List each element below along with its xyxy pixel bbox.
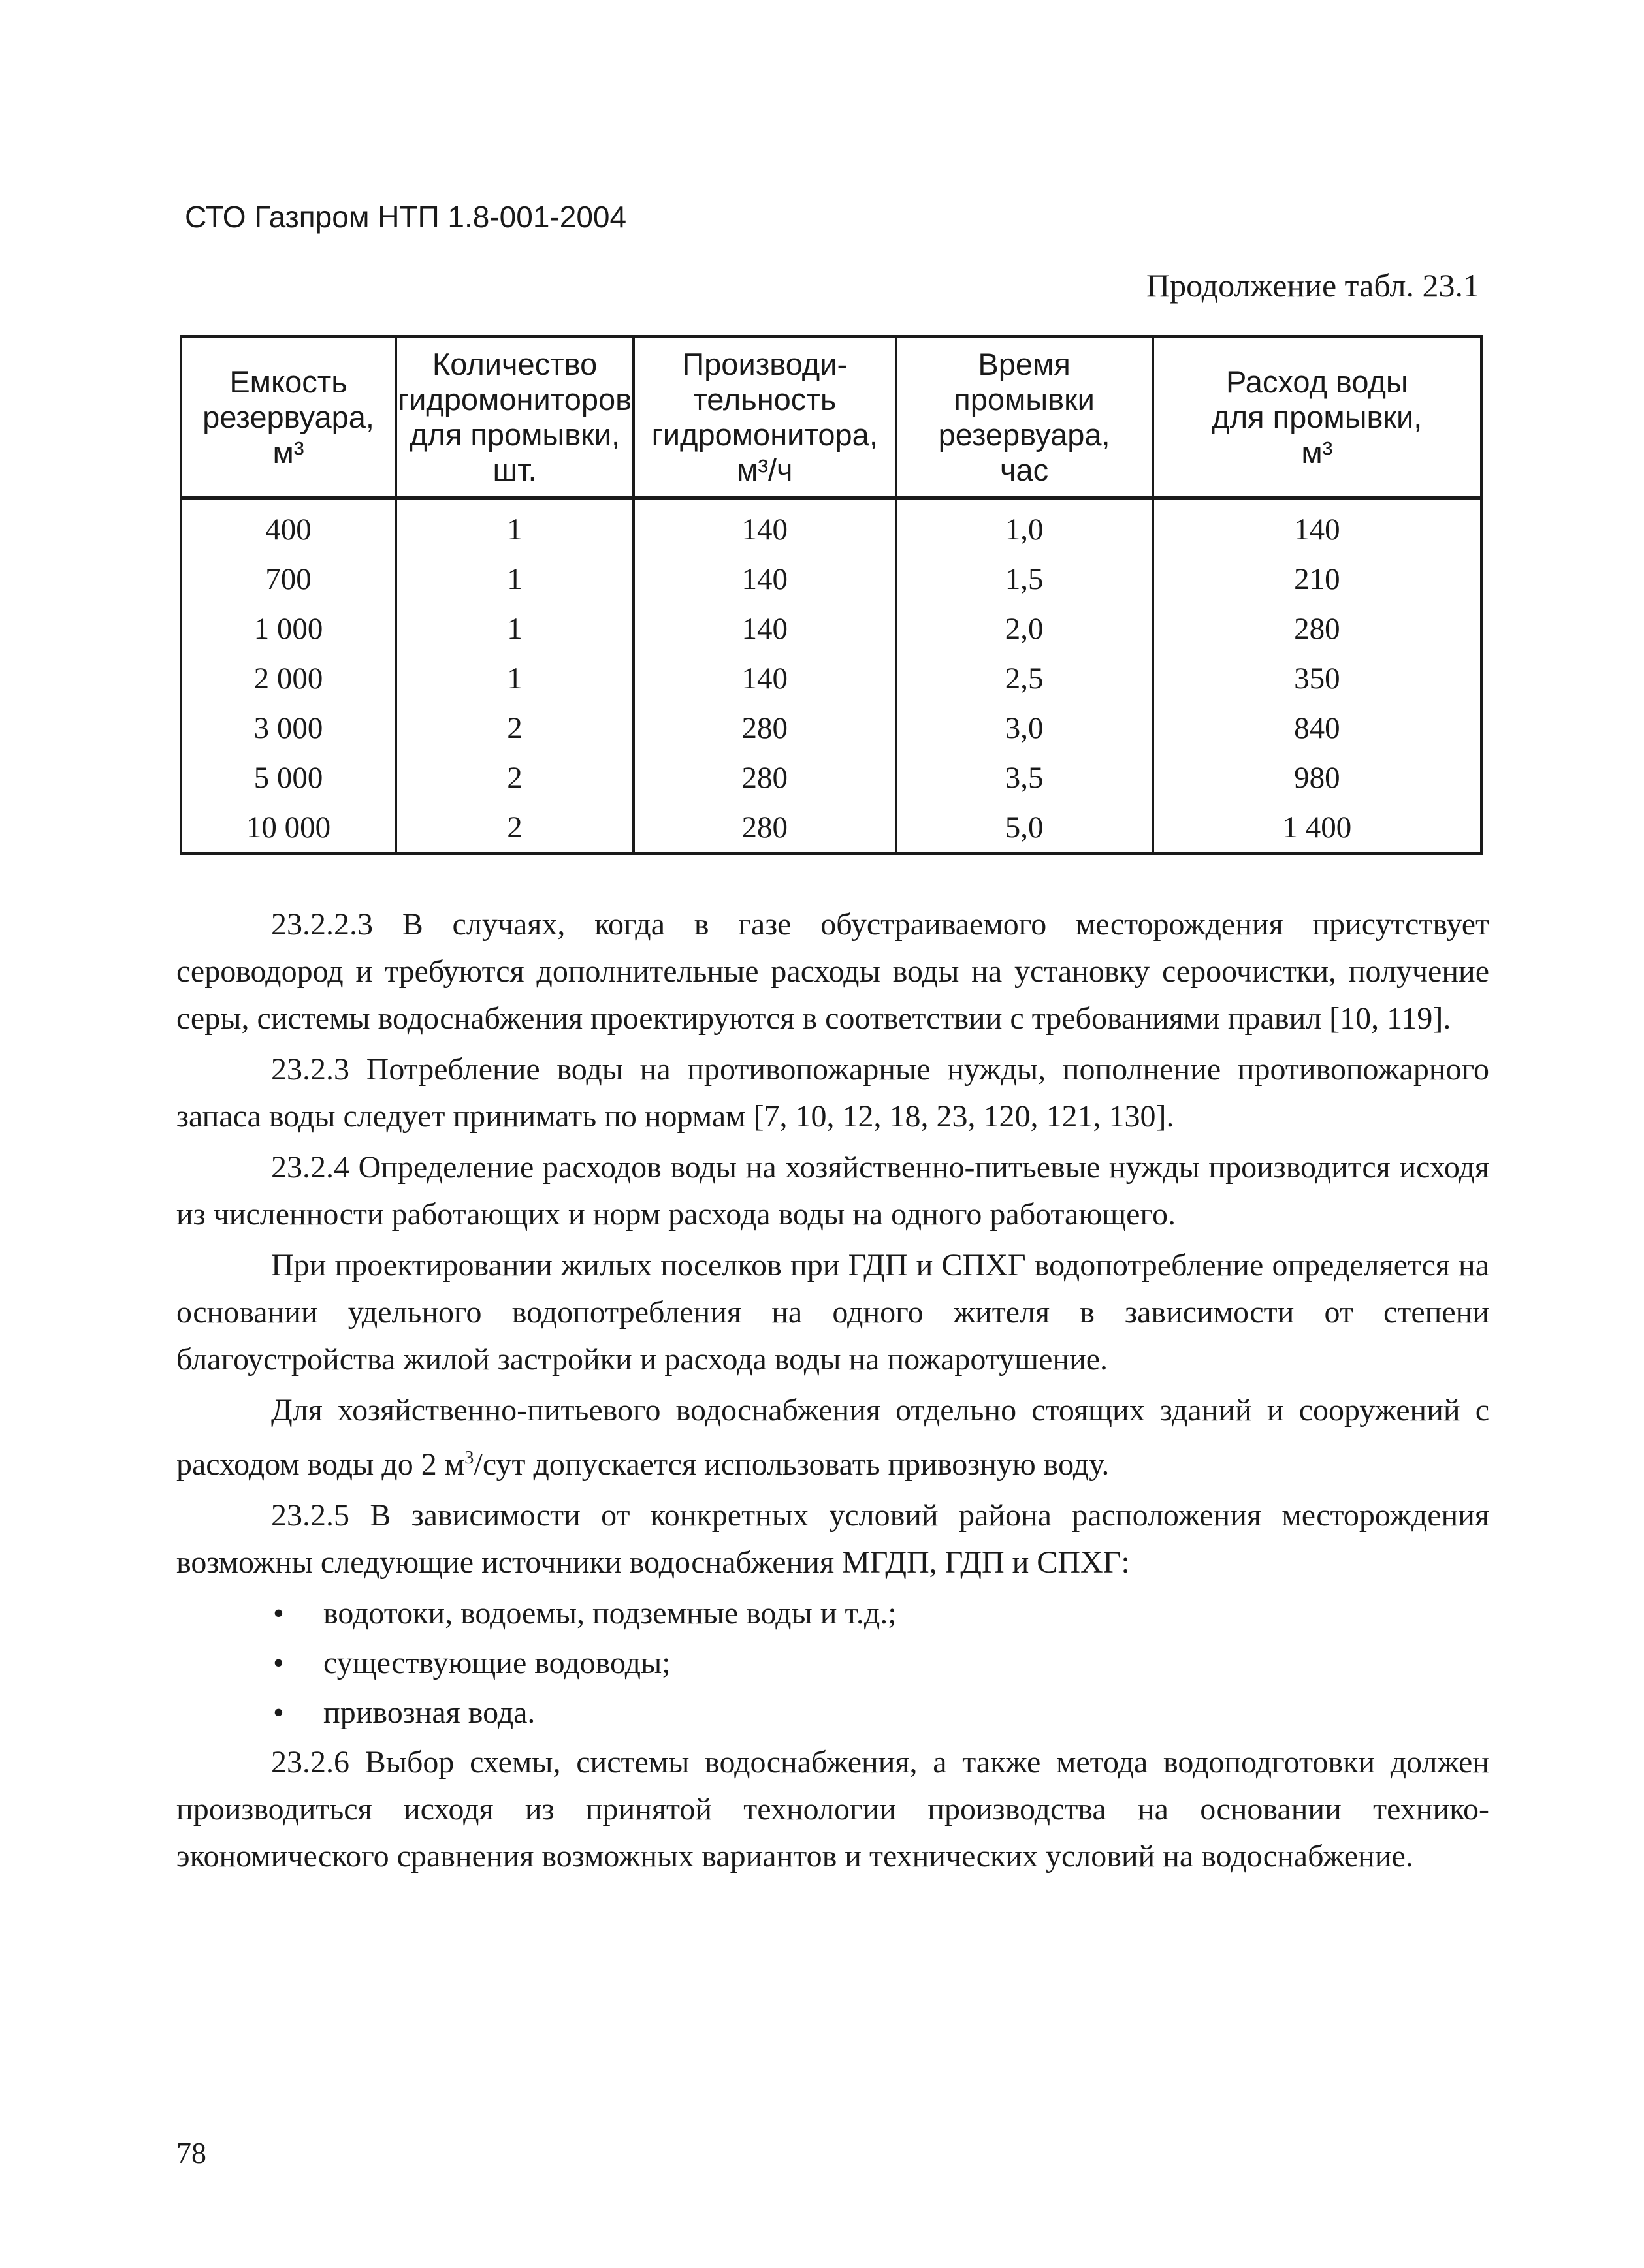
table-cell: 140 bbox=[634, 604, 896, 654]
bullet-icon: • bbox=[273, 1646, 284, 1680]
table-cell: 140 bbox=[634, 554, 896, 604]
water-sources-list bbox=[176, 1590, 1489, 1736]
table-cell: 210 bbox=[1153, 554, 1481, 604]
table-cell: 280 bbox=[634, 753, 896, 803]
water-consumption-table bbox=[180, 335, 1483, 855]
paragraph-23-2-4: 23.2.4 Определение расходов воды на хозяйственно-питьевые нужды производится исходя из численности работающих и норм расхода воды на одного работающего. bbox=[176, 1150, 1489, 1232]
table-header-row bbox=[181, 337, 1481, 498]
table-cell: 1,5 bbox=[896, 554, 1153, 604]
table-cell: 1 400 bbox=[1153, 803, 1481, 854]
cubic-superscript: 3 bbox=[464, 1447, 474, 1468]
paragraph-23-2-3: 23.2.3 Потребление воды на противопожарные нужды, пополнение противопожарного запаса воды следует принимать по нормам [7, 10, 12, 18, 23, 120, 121, 130]. bbox=[176, 1052, 1489, 1134]
table-row bbox=[181, 554, 1481, 604]
table-cell: 5 000 bbox=[181, 753, 396, 803]
table-cell: 350 bbox=[1153, 654, 1481, 703]
table-cell: 2,0 bbox=[896, 604, 1153, 654]
table-row bbox=[181, 498, 1481, 555]
paragraph-23-2-6: 23.2.6 Выбор схемы, системы водоснабжения, а также метода водоподготовки должен производиться исходя из принятой технологии производства на основании технико-экономического сравнения возможных вариантов и технических условий на водоснабжение. bbox=[176, 1745, 1489, 1874]
paragraph-settlements: При проектировании жилых поселков при ГДП и СПХГ водопотребление определяется на основании удельного водопотребления на одного жителя в зависимости от степени благоустройства жилой застройки и расхода воды на пожаротушение. bbox=[176, 1248, 1489, 1377]
paragraph-drinking-water-part-2: /сут допускается использовать привозную воду. bbox=[474, 1447, 1110, 1482]
table-cell: 2 bbox=[396, 753, 634, 803]
column-header-wash-time: Время промывки резервуара, час bbox=[896, 337, 1153, 498]
table-cell: 140 bbox=[634, 498, 896, 555]
list-item-text: привозная вода. bbox=[323, 1695, 536, 1730]
table-cell: 3,0 bbox=[896, 703, 1153, 753]
table-cell: 280 bbox=[1153, 604, 1481, 654]
list-item bbox=[176, 1689, 1489, 1736]
table-cell: 1 000 bbox=[181, 604, 396, 654]
table-cell: 140 bbox=[634, 654, 896, 703]
table-cell: 1 bbox=[396, 654, 634, 703]
table-cell: 2 000 bbox=[181, 654, 396, 703]
paragraph-23-2-5: 23.2.5 В зависимости от конкретных условий района расположения месторождения возможны следующие источники водоснабжения МГДП, ГДП и СПХГ: bbox=[176, 1498, 1489, 1580]
table-cell: 280 bbox=[634, 803, 896, 854]
table-cell: 400 bbox=[181, 498, 396, 555]
table-row bbox=[181, 753, 1481, 803]
page-number: 78 bbox=[176, 2136, 206, 2169]
column-header-productivity: Производи- тельность гидромонитора, м³/ч bbox=[634, 337, 896, 498]
table-cell: 1,0 bbox=[896, 498, 1153, 555]
table-cell: 2,5 bbox=[896, 654, 1153, 703]
table-cell: 1 bbox=[396, 498, 634, 555]
list-item-text: существующие водоводы; bbox=[323, 1646, 671, 1680]
table-cell: 980 bbox=[1153, 753, 1481, 803]
table-cell: 280 bbox=[634, 703, 896, 753]
table-cell: 840 bbox=[1153, 703, 1481, 753]
column-header-monitor-count: Количество гидромониторов для промывки, шт. bbox=[396, 337, 634, 498]
column-header-capacity: Емкость резервуара, м³ bbox=[181, 337, 396, 498]
table-cell: 2 bbox=[396, 803, 634, 854]
paragraph-23-2-2-3: 23.2.2.3 В случаях, когда в газе обустраиваемого месторождения присутствует сероводород и требуются дополнительные расходы воды на установку сероочистки, получение серы, системы водоснабжения проектируются в соответствии с требованиями правил [10, 119]. bbox=[176, 907, 1489, 1036]
body-text bbox=[176, 901, 1489, 1884]
table-cell: 1 bbox=[396, 554, 634, 604]
table-row bbox=[181, 703, 1481, 753]
list-item bbox=[176, 1640, 1489, 1687]
table-cell: 3,5 bbox=[896, 753, 1153, 803]
table-cell: 3 000 bbox=[181, 703, 396, 753]
list-item bbox=[176, 1590, 1489, 1637]
table-cell: 10 000 bbox=[181, 803, 396, 854]
paragraph-drinking-water-part-1: Для хозяйственно-питьевого водоснабжения отдельно стоящих зданий и сооружений с расходом воды до 2 м bbox=[176, 1393, 1489, 1482]
table-row bbox=[181, 803, 1481, 854]
table-cell: 1 bbox=[396, 604, 634, 654]
table-cell: 700 bbox=[181, 554, 396, 604]
paragraph-drinking-water bbox=[176, 1387, 1489, 1488]
table-row bbox=[181, 604, 1481, 654]
table-continuation-caption: Продолжение табл. 23.1 bbox=[1146, 267, 1479, 304]
table-cell: 140 bbox=[1153, 498, 1481, 555]
list-item-text: водотоки, водоемы, подземные воды и т.д.; bbox=[323, 1596, 897, 1631]
column-header-water-consumption: Расход воды для промывки, м³ bbox=[1153, 337, 1481, 498]
table-cell: 5,0 bbox=[896, 803, 1153, 854]
table-cell: 2 bbox=[396, 703, 634, 753]
table-row bbox=[181, 654, 1481, 703]
bullet-icon: • bbox=[273, 1596, 284, 1631]
bullet-icon: • bbox=[273, 1695, 284, 1730]
document-code-header: СТО Газпром НТП 1.8-001-2004 bbox=[185, 200, 627, 234]
